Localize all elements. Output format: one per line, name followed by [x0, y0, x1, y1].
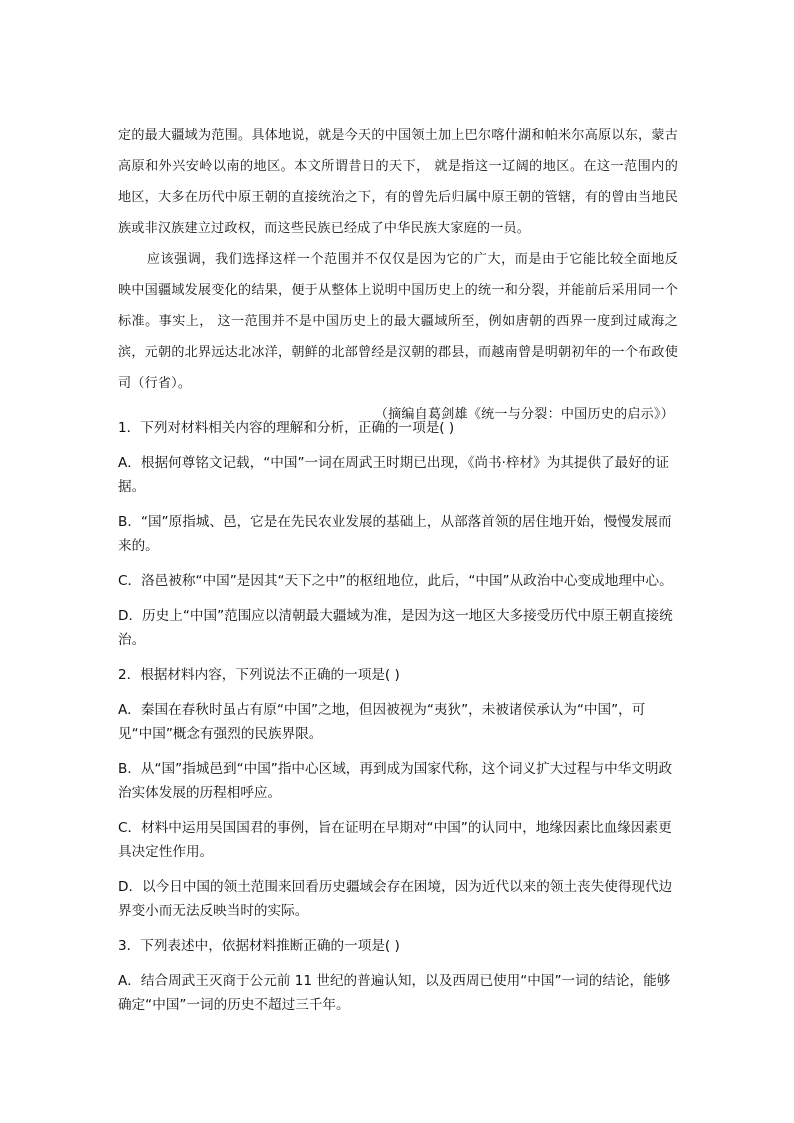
question-3-option-a: A．结合周武王灭商于公元前 11 世纪的普遍认知，以及西周已使用“中国”一词的结论，能够确定“中国”一词的历史不超过三千年。 [118, 973, 671, 1013]
reading-passage [118, 120, 678, 430]
question-2-option-d: D．以今日中国的领土范围来回看历史疆域会存在困境，因为近代以来的领土丧失使得现代边界变小而无法反映当时的实际。 [118, 879, 673, 919]
question-list [118, 416, 678, 1028]
question-1-option-d: D．历史上“中国”范围应以清朝最大疆域为准，是因为这一地区大多接受历代中原王朝直接统治。 [118, 608, 673, 648]
question-1-option-b: B．“国”原指城、邑，它是在先民农业发展的基础上，从部落首领的居住地开始，慢慢发展而来的。 [118, 514, 672, 554]
question-2-option-a: A．秦国在春秋时虽占有原“中国”之地，但因被视为“夷狄”，未被诸侯承认为“中国”，可见“中国”概念有强烈的民族界限。 [118, 702, 646, 742]
question-1-option-a: A．根据何尊铭文记载，“中国”一词在周武王时期已出现，《尚书·梓材》为其提供了最好的证据。 [118, 455, 670, 495]
passage-paragraph-1: 定的最大疆域为范围。具体地说，就是今天的中国领土加上巴尔喀什湖和帕米尔高原以东，蒙古高原和外兴安岭以南的地区。本文所谓昔日的天下， 就是指这一辽阔的地区。在这一范围内的地区，大多在历代中原王朝的直接统治之下，有的曾先后归属中原王朝的管辖，有的曾由当地民族或非汉族建立过政权，而这些民族已经成了中华民族大家庭的一员。 [118, 128, 678, 236]
question-2-stem: 2．根据材料内容，下列说法不正确的一项是( ) [118, 667, 400, 683]
question-1-stem: 1．下列对材料相关内容的理解和分析，正确的一项是( ) [118, 420, 455, 436]
question-3-stem: 3．下列表述中，依据材料推断正确的一项是( ) [118, 938, 400, 954]
question-2-option-b: B．从“国”指城邑到“中国”指中心区域，再到成为国家代称，这个词义扩大过程与中华文明政治实体发展的历程相呼应。 [118, 761, 673, 801]
question-2-option-c: C．材料中运用吴国国君的事例，旨在证明在早期对“中国”的认同中，地缘因素比血缘因素更具决定性作用。 [118, 820, 672, 860]
passage-source: （摘编自葛剑雄《统一与分裂：中国历史的启示》） [374, 407, 674, 422]
question-1-option-c: C．洛邑被称“中国”是因其“天下之中”的枢纽地位，此后，“中国”从政治中心变成地理中心。 [118, 573, 673, 589]
passage-paragraph-2: 应该强调，我们选择这样一个范围并不仅仅是因为它的广大，而是由于它能比较全面地反映中国疆域发展变化的结果，便于从整体上说明中国历史上的统一和分裂，并能前后采用同一个标准。事实上， 这一范围并不是中国历史上的最大疆域所至，例如唐朝的西界一度到过咸海之滨，元朝的北界远达北冰洋，朝鲜的北部曾经是汉朝的郡县，而越南曾是明朝初年的一个布政使司（行省）。 [118, 252, 678, 391]
